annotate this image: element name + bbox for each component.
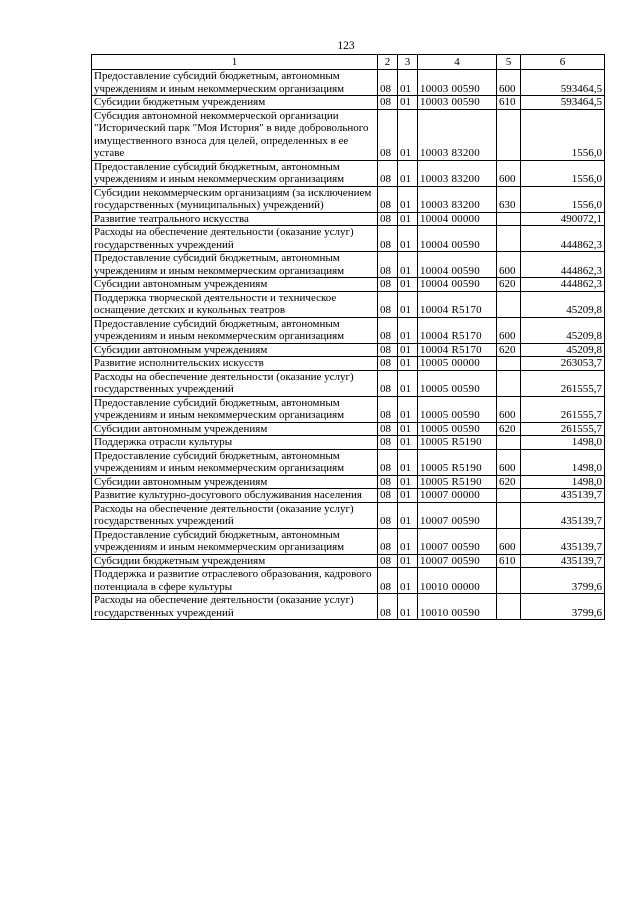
- row-c2-cell: 08: [378, 370, 398, 396]
- table-row: [92, 343, 605, 357]
- row-name-cell: Развитие исполнительских искусств: [92, 357, 378, 371]
- row-c5-cell: 600: [497, 70, 521, 96]
- row-c3-cell: 01: [398, 594, 418, 620]
- row-c4-cell: 10003 83200: [418, 109, 497, 160]
- row-c3-cell: 01: [398, 70, 418, 96]
- row-c2-cell: 08: [378, 489, 398, 503]
- row-c3-cell: 01: [398, 160, 418, 186]
- table-row: [92, 528, 605, 554]
- table-row: [92, 502, 605, 528]
- row-c3-cell: 01: [398, 278, 418, 292]
- row-c6-cell: 593464,5: [521, 96, 605, 110]
- row-name-cell: Субсидии бюджетным учреждениям: [92, 96, 378, 110]
- table-row: [92, 370, 605, 396]
- row-c2-cell: 08: [378, 396, 398, 422]
- table-row: [92, 475, 605, 489]
- row-c4-cell: 10005 R5190: [418, 475, 497, 489]
- row-c5-cell: 630: [497, 186, 521, 212]
- row-c3-cell: 01: [398, 449, 418, 475]
- row-c4-cell: 10010 00590: [418, 594, 497, 620]
- header-row: [92, 55, 605, 70]
- table-row: [92, 278, 605, 292]
- row-c2-cell: 08: [378, 186, 398, 212]
- row-c4-cell: 10004 R5170: [418, 317, 497, 343]
- row-c3-cell: 01: [398, 226, 418, 252]
- row-name-cell: Развитие культурно-досугового обслуживания населения: [92, 489, 378, 503]
- row-c5-cell: 620: [497, 475, 521, 489]
- row-c2-cell: 08: [378, 317, 398, 343]
- row-c5-cell: 600: [497, 396, 521, 422]
- row-c3-cell: 01: [398, 343, 418, 357]
- table-row: [92, 436, 605, 450]
- budget-table: [91, 54, 605, 620]
- table-row: [92, 226, 605, 252]
- row-c6-cell: 3799,6: [521, 568, 605, 594]
- row-name-cell: Субсидии автономным учреждениям: [92, 278, 378, 292]
- row-c3-cell: 01: [398, 291, 418, 317]
- table-row: [92, 594, 605, 620]
- row-name-cell: Предоставление субсидий бюджетным, автономным учреждениям и иным некоммерческим организациям: [92, 160, 378, 186]
- row-c5-cell: [497, 291, 521, 317]
- row-c6-cell: 263053,7: [521, 357, 605, 371]
- row-c5-cell: [497, 502, 521, 528]
- table-row: [92, 568, 605, 594]
- row-c3-cell: 01: [398, 317, 418, 343]
- row-c6-cell: 261555,7: [521, 422, 605, 436]
- row-c2-cell: 08: [378, 422, 398, 436]
- row-c5-cell: [497, 568, 521, 594]
- row-c5-cell: 600: [497, 317, 521, 343]
- row-c6-cell: 444862,3: [521, 252, 605, 278]
- row-name-cell: Предоставление субсидий бюджетным, автономным учреждениям и иным некоммерческим организациям: [92, 317, 378, 343]
- row-c3-cell: 01: [398, 475, 418, 489]
- header-cell: 3: [398, 55, 418, 70]
- row-c2-cell: 08: [378, 160, 398, 186]
- row-c4-cell: 10004 00590: [418, 278, 497, 292]
- row-c2-cell: 08: [378, 449, 398, 475]
- row-c5-cell: [497, 370, 521, 396]
- row-c5-cell: 600: [497, 528, 521, 554]
- row-c4-cell: 10005 00590: [418, 422, 497, 436]
- row-c4-cell: 10003 83200: [418, 160, 497, 186]
- row-c5-cell: [497, 226, 521, 252]
- row-c3-cell: 01: [398, 109, 418, 160]
- row-c3-cell: 01: [398, 436, 418, 450]
- row-c2-cell: 08: [378, 252, 398, 278]
- row-name-cell: Предоставление субсидий бюджетным, автономным учреждениям и иным некоммерческим организациям: [92, 396, 378, 422]
- row-c4-cell: 10003 00590: [418, 70, 497, 96]
- row-c2-cell: 08: [378, 554, 398, 568]
- header-cell: 1: [92, 55, 378, 70]
- row-c5-cell: [497, 212, 521, 226]
- row-c6-cell: 1498,0: [521, 475, 605, 489]
- row-c6-cell: 444862,3: [521, 226, 605, 252]
- row-name-cell: Предоставление субсидий бюджетным, автономным учреждениям и иным некоммерческим организациям: [92, 528, 378, 554]
- table-row: [92, 252, 605, 278]
- row-c4-cell: 10004 00590: [418, 226, 497, 252]
- row-c5-cell: [497, 436, 521, 450]
- row-name-cell: Предоставление субсидий бюджетным, автономным учреждениям и иным некоммерческим организациям: [92, 70, 378, 96]
- header-cell: 5: [497, 55, 521, 70]
- table-row: [92, 96, 605, 110]
- row-c6-cell: 435139,7: [521, 489, 605, 503]
- row-c6-cell: 1498,0: [521, 449, 605, 475]
- table-row: [92, 422, 605, 436]
- table-row: [92, 291, 605, 317]
- row-name-cell: Развитие театрального искусства: [92, 212, 378, 226]
- table-row: [92, 212, 605, 226]
- row-c5-cell: 610: [497, 554, 521, 568]
- row-c4-cell: 10003 00590: [418, 96, 497, 110]
- row-c6-cell: 45209,8: [521, 291, 605, 317]
- row-c5-cell: 600: [497, 160, 521, 186]
- row-c2-cell: 08: [378, 343, 398, 357]
- row-c2-cell: 08: [378, 226, 398, 252]
- row-c6-cell: 45209,8: [521, 317, 605, 343]
- table-row: [92, 357, 605, 371]
- table-row: [92, 186, 605, 212]
- row-name-cell: Поддержка отрасли культуры: [92, 436, 378, 450]
- row-name-cell: Расходы на обеспечение деятельности (оказание услуг) государственных учреждений: [92, 502, 378, 528]
- row-c4-cell: 10007 00590: [418, 528, 497, 554]
- row-c4-cell: 10005 R5190: [418, 449, 497, 475]
- row-name-cell: Предоставление субсидий бюджетным, автономным учреждениям и иным некоммерческим организациям: [92, 449, 378, 475]
- header-cell: 6: [521, 55, 605, 70]
- row-c4-cell: 10005 00000: [418, 357, 497, 371]
- row-c2-cell: 08: [378, 109, 398, 160]
- row-name-cell: Расходы на обеспечение деятельности (оказание услуг) государственных учреждений: [92, 594, 378, 620]
- row-c5-cell: [497, 357, 521, 371]
- row-c3-cell: 01: [398, 252, 418, 278]
- table-row: [92, 554, 605, 568]
- row-c2-cell: 08: [378, 212, 398, 226]
- row-c4-cell: 10004 R5170: [418, 343, 497, 357]
- row-c6-cell: 490072,1: [521, 212, 605, 226]
- row-c3-cell: 01: [398, 489, 418, 503]
- row-c2-cell: 08: [378, 278, 398, 292]
- row-c6-cell: 593464,5: [521, 70, 605, 96]
- row-c6-cell: 1556,0: [521, 160, 605, 186]
- row-c3-cell: 01: [398, 186, 418, 212]
- row-c6-cell: 435139,7: [521, 502, 605, 528]
- row-c4-cell: 10005 R5190: [418, 436, 497, 450]
- row-name-cell: Субсидии бюджетным учреждениям: [92, 554, 378, 568]
- row-c6-cell: 1556,0: [521, 109, 605, 160]
- row-c6-cell: 1498,0: [521, 436, 605, 450]
- table-row: [92, 160, 605, 186]
- row-c4-cell: 10005 00590: [418, 370, 497, 396]
- row-c3-cell: 01: [398, 212, 418, 226]
- row-c5-cell: 600: [497, 252, 521, 278]
- table-row: [92, 449, 605, 475]
- row-name-cell: Субсидии автономным учреждениям: [92, 422, 378, 436]
- row-c4-cell: 10007 00590: [418, 502, 497, 528]
- page-number: 123: [337, 40, 355, 52]
- row-c2-cell: 08: [378, 568, 398, 594]
- table-row: [92, 396, 605, 422]
- row-c3-cell: 01: [398, 96, 418, 110]
- row-c3-cell: 01: [398, 528, 418, 554]
- table-row: [92, 70, 605, 96]
- row-c5-cell: [497, 594, 521, 620]
- row-c6-cell: 3799,6: [521, 594, 605, 620]
- row-c4-cell: 10004 00000: [418, 212, 497, 226]
- row-c4-cell: 10004 00590: [418, 252, 497, 278]
- row-c6-cell: 45209,8: [521, 343, 605, 357]
- row-c2-cell: 08: [378, 528, 398, 554]
- row-name-cell: Предоставление субсидий бюджетным, автономным учреждениям и иным некоммерческим организациям: [92, 252, 378, 278]
- row-c5-cell: 600: [497, 449, 521, 475]
- row-c2-cell: 08: [378, 357, 398, 371]
- row-c3-cell: 01: [398, 568, 418, 594]
- row-c4-cell: 10007 00000: [418, 489, 497, 503]
- row-c5-cell: 610: [497, 96, 521, 110]
- row-c5-cell: [497, 109, 521, 160]
- row-c6-cell: 435139,7: [521, 528, 605, 554]
- row-name-cell: Субсидии автономным учреждениям: [92, 343, 378, 357]
- row-c6-cell: 261555,7: [521, 396, 605, 422]
- header-cell: 2: [378, 55, 398, 70]
- row-c4-cell: 10005 00590: [418, 396, 497, 422]
- row-c3-cell: 01: [398, 357, 418, 371]
- row-c3-cell: 01: [398, 396, 418, 422]
- row-c3-cell: 01: [398, 370, 418, 396]
- row-c5-cell: 620: [497, 278, 521, 292]
- row-c2-cell: 08: [378, 475, 398, 489]
- row-c6-cell: 261555,7: [521, 370, 605, 396]
- row-name-cell: Субсидии автономным учреждениям: [92, 475, 378, 489]
- row-c2-cell: 08: [378, 594, 398, 620]
- row-name-cell: Поддержка и развитие отраслевого образования, кадрового потенциала в сфере культуры: [92, 568, 378, 594]
- row-name-cell: Расходы на обеспечение деятельности (оказание услуг) государственных учреждений: [92, 226, 378, 252]
- table-row: [92, 489, 605, 503]
- table-row: [92, 109, 605, 160]
- row-c5-cell: [497, 489, 521, 503]
- row-c5-cell: 620: [497, 343, 521, 357]
- row-c6-cell: 444862,3: [521, 278, 605, 292]
- row-c2-cell: 08: [378, 70, 398, 96]
- row-c2-cell: 08: [378, 502, 398, 528]
- row-c4-cell: 10007 00590: [418, 554, 497, 568]
- row-name-cell: Субсидия автономной некоммерческой организации "Исторический парк "Моя История" в виде добровольного имущественного взноса для целей, определенных в ее уставе: [92, 109, 378, 160]
- row-c2-cell: 08: [378, 436, 398, 450]
- table-row: [92, 317, 605, 343]
- row-c6-cell: 1556,0: [521, 186, 605, 212]
- row-name-cell: Расходы на обеспечение деятельности (оказание услуг) государственных учреждений: [92, 370, 378, 396]
- header-cell: 4: [418, 55, 497, 70]
- row-c4-cell: 10004 R5170: [418, 291, 497, 317]
- row-c2-cell: 08: [378, 291, 398, 317]
- row-c6-cell: 435139,7: [521, 554, 605, 568]
- row-c4-cell: 10010 00000: [418, 568, 497, 594]
- row-name-cell: Субсидии некоммерческим организациям (за исключением государственных (муниципальных) учреждений): [92, 186, 378, 212]
- row-c2-cell: 08: [378, 96, 398, 110]
- row-c3-cell: 01: [398, 422, 418, 436]
- row-name-cell: Поддержка творческой деятельности и техническое оснащение детских и кукольных театров: [92, 291, 378, 317]
- row-c4-cell: 10003 83200: [418, 186, 497, 212]
- row-c5-cell: 620: [497, 422, 521, 436]
- row-c3-cell: 01: [398, 502, 418, 528]
- row-c3-cell: 01: [398, 554, 418, 568]
